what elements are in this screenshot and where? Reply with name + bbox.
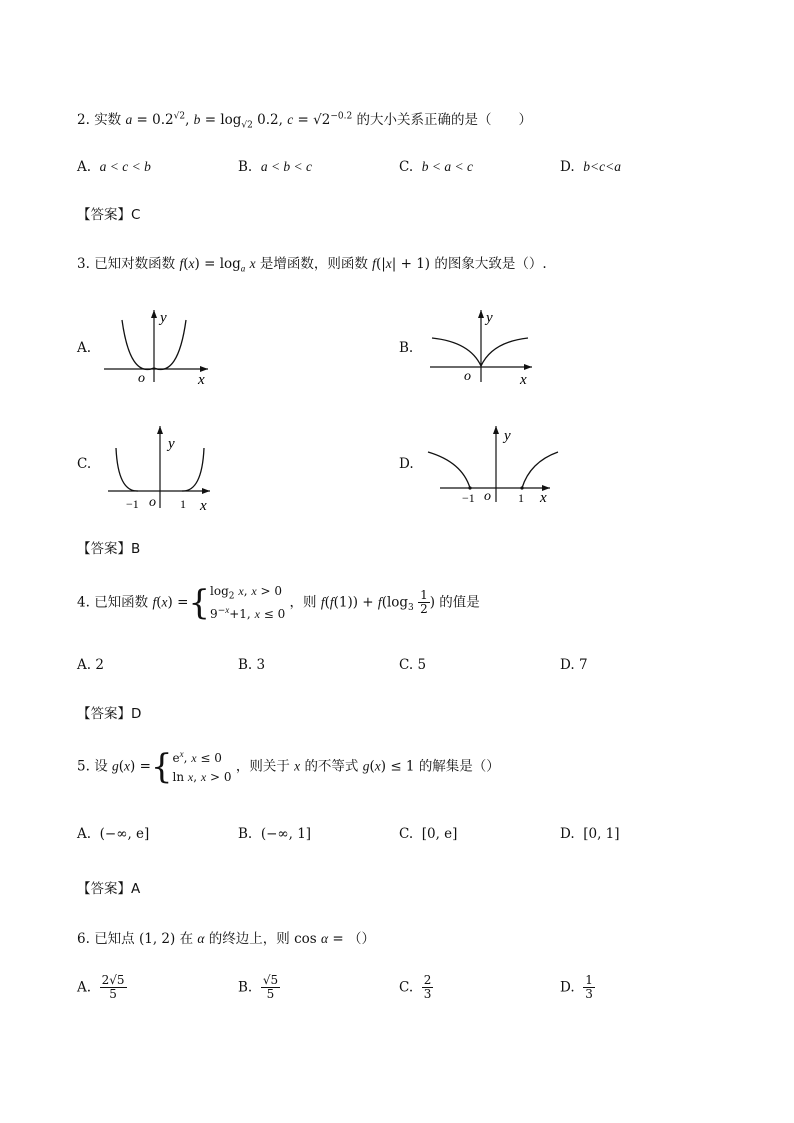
tick-neg1-label: −1 bbox=[462, 491, 475, 505]
q3-option-a[interactable]: A. bbox=[77, 340, 92, 356]
q3-graph-a bbox=[96, 306, 216, 388]
origin-label: o bbox=[149, 495, 156, 510]
q4-option-d[interactable]: D. 7 bbox=[560, 657, 588, 673]
q6-option-b[interactable]: B. $\frac{√5}{5}$ bbox=[238, 973, 279, 1002]
q6-point: (1, 2) bbox=[138, 931, 176, 947]
q6-stem: 6. 已知点 (1, 2) 在 α 的终边上，则 cos α = （） bbox=[77, 931, 375, 947]
origin-label: o bbox=[138, 371, 145, 386]
tick-pos1-label: 1 bbox=[180, 497, 186, 511]
q4-option-a[interactable]: A. 2 bbox=[77, 657, 104, 673]
tick-neg1-label: −1 bbox=[126, 497, 139, 511]
q6-option-c-fraction: $\frac{2}{3}$ bbox=[423, 973, 432, 1002]
q2-option-c[interactable]: C. b < a < c bbox=[399, 159, 473, 175]
q3-answer: 【答案】B bbox=[77, 541, 141, 557]
axis-y-label: y bbox=[504, 428, 511, 444]
q2-option-d[interactable]: D. b<c<a bbox=[560, 159, 621, 175]
q3-option-b[interactable]: B. bbox=[399, 340, 414, 356]
axis-x-label: x bbox=[520, 372, 527, 388]
q3-graph-d bbox=[424, 422, 560, 510]
q2-formula: a bbox=[125, 112, 133, 127]
q4-option-c[interactable]: C. 5 bbox=[399, 657, 427, 673]
origin-label: o bbox=[464, 369, 471, 384]
q4-answer: 【答案】D bbox=[77, 706, 142, 722]
q3-formula-g: f bbox=[372, 256, 376, 271]
q5-formula-piecewise: g bbox=[111, 758, 119, 774]
q6-alpha: α bbox=[197, 931, 205, 946]
q3-graph-b bbox=[426, 306, 538, 388]
q2-option-b[interactable]: B. a < b < c bbox=[238, 159, 313, 175]
axis-y-label: y bbox=[168, 436, 175, 452]
q3-formula-f: f bbox=[179, 256, 184, 271]
q5-var-x: x bbox=[294, 758, 301, 774]
q2-stem: 2. 实数 $a = 0.2^{√2}$, $b = \log_{√2} 0.2$, $c = √2^{-0.2}$ 的大小关系正确的是（ ） bbox=[77, 111, 532, 131]
q2-answer: 【答案】C bbox=[77, 207, 141, 223]
q6-option-a-fraction: $\frac{2√5}{5}$ bbox=[101, 973, 125, 1002]
axis-y-label: y bbox=[486, 310, 493, 326]
q6-option-d[interactable]: D. $\frac{1}{3}$ bbox=[560, 973, 593, 1002]
q2-number: 2. bbox=[77, 112, 90, 128]
q6-option-c[interactable]: C. $\frac{2}{3}$ bbox=[399, 973, 432, 1002]
q5-option-a[interactable]: A. (−∞, e] bbox=[77, 826, 150, 842]
q4-formula-expr: f bbox=[320, 594, 325, 610]
axis-y-label: y bbox=[160, 310, 167, 326]
q2-suffix: 的大小关系正确的是（ ） bbox=[356, 112, 532, 128]
axis-x-label: x bbox=[540, 490, 547, 506]
q5-option-d[interactable]: D. [0, 1] bbox=[560, 826, 620, 842]
q2-prefix: 实数 bbox=[94, 112, 122, 128]
q3-graph-c bbox=[104, 422, 216, 514]
q3-option-d[interactable]: D. bbox=[399, 456, 414, 472]
q5-formula-ineq: g bbox=[362, 758, 370, 774]
q6-formula-cos: cos α = bbox=[294, 931, 344, 947]
origin-label: o bbox=[484, 489, 491, 504]
tick-pos1-label: 1 bbox=[518, 491, 524, 505]
q6-option-b-fraction: $\frac{√5}{5}$ bbox=[262, 973, 279, 1002]
q4-stem: 4. 已知函数 $f(x) =\{\log_2$ x, x > 0 $9^{-x}+1$, x ≤ 0 ，则 $f(f(1)) + f(\log_3$ $\frac{1}{2}$ ) 的值是 bbox=[77, 582, 480, 623]
q4-formula-piecewise: f bbox=[152, 594, 157, 610]
q6-option-d-fraction: $\frac{1}{3}$ bbox=[585, 973, 593, 1002]
q4-option-b[interactable]: B. 3 bbox=[238, 657, 266, 673]
q2-option-a[interactable]: A. a < c < b bbox=[77, 159, 151, 175]
q6-option-a[interactable]: A. $\frac{2√5}{5}$ bbox=[77, 973, 125, 1002]
axis-x-label: x bbox=[198, 372, 205, 388]
q5-option-c[interactable]: C. [0, e] bbox=[399, 826, 458, 842]
axis-x-label: x bbox=[200, 498, 207, 514]
q5-option-b[interactable]: B. (−∞, 1] bbox=[238, 826, 312, 842]
q3-stem: 3. 已知对数函数 $f(x) = \log_a x$ 是增函数，则函数 f(|x| + 1) 的图象大致是（）. bbox=[77, 256, 547, 274]
q3-option-c[interactable]: C. bbox=[77, 456, 92, 472]
q5-stem: 5. 设 $g(x) =\{e^x$, x ≤ 0 ln x, x > 0 ，则关于 x 的不等式 g(x) ≤ 1 的解集是（） bbox=[77, 747, 500, 788]
q5-answer: 【答案】A bbox=[77, 881, 141, 897]
